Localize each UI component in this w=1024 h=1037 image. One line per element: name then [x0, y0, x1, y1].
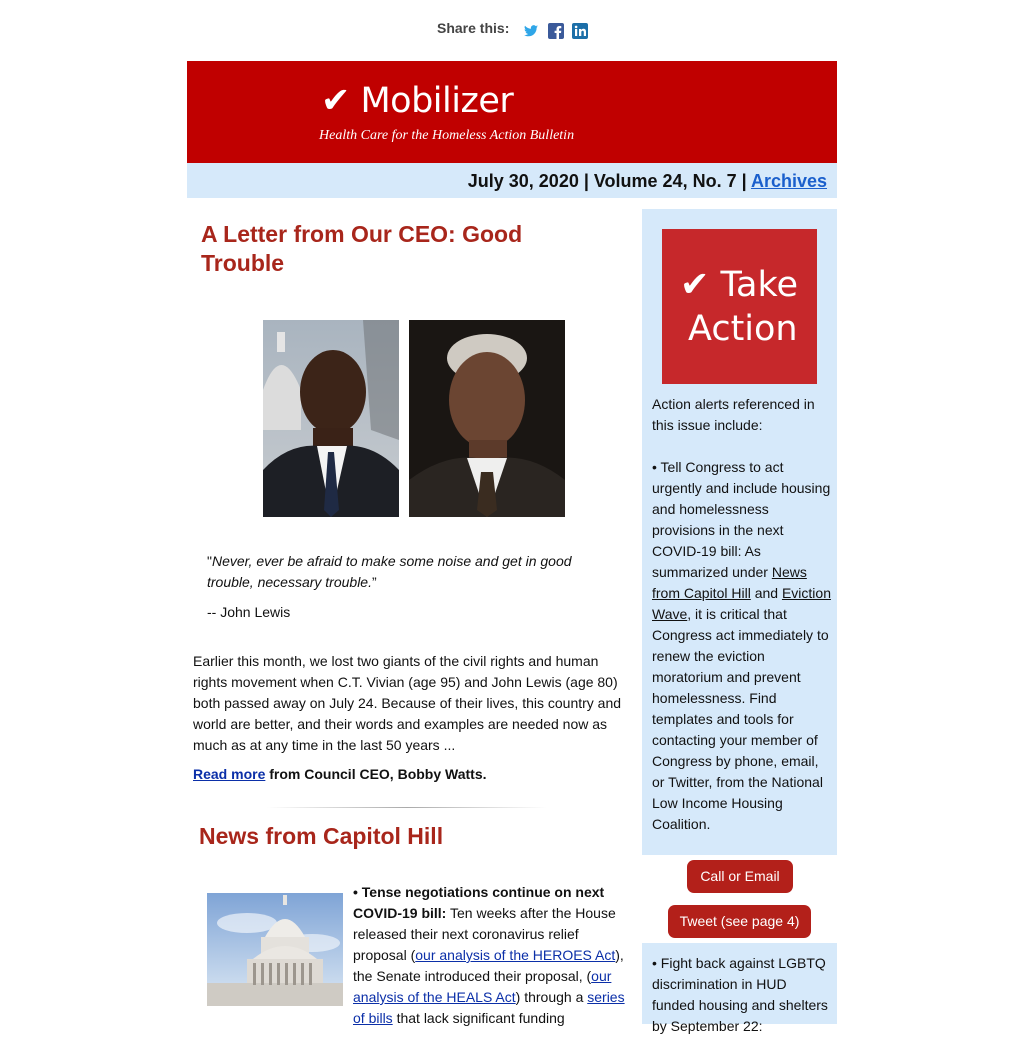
issue-info: [468, 171, 827, 192]
news-item-covid: [353, 882, 629, 1029]
news-text-part: Ten weeks after the House released their next coronavirus relief proposal (: [353, 905, 616, 963]
dateline-bar: [187, 163, 837, 198]
lewis-quote: [207, 551, 617, 593]
read-more-tail: from Council CEO, Bobby Watts.: [265, 766, 487, 782]
news-text-part: that lack significant funding: [392, 1010, 565, 1026]
alert-text-part: and: [750, 585, 782, 601]
call-or-email-button[interactable]: Call or Email: [687, 860, 793, 893]
news-capitol-hill-link[interactable]: News from Capitol Hill: [652, 564, 807, 601]
alert-text-part: , it is critical that Congress act immediately to renew the eviction moratorium and prevent homelessness. Find templates and tools for contacting your member of Congress by phone, email, or Twitter, from the National Low Income Housing Coalition.: [652, 606, 829, 832]
take-action-graphic: [662, 229, 817, 384]
quote-text: Never, ever be afraid to make some noise and get in good trouble, necessary trouble.: [207, 553, 572, 590]
quote-open-mark: ": [207, 553, 212, 569]
capitol-photo: [207, 893, 343, 1006]
facebook-icon[interactable]: [548, 23, 564, 39]
linkedin-icon[interactable]: [572, 23, 588, 39]
john-lewis-photo: [263, 320, 399, 517]
take-action-line-2: Action: [688, 309, 798, 349]
read-more-link[interactable]: Read more: [193, 766, 266, 782]
twitter-icon[interactable]: [523, 23, 539, 39]
action-alerts-text: [652, 394, 832, 835]
series-of-bills-link[interactable]: series of bills: [353, 989, 625, 1026]
heroes-act-link[interactable]: our analysis of the HEROES Act: [415, 947, 616, 963]
quote-attribution: -- John Lewis: [207, 604, 291, 620]
take-action-line-1: ✔ Take: [680, 265, 799, 305]
section-divider: [267, 807, 547, 808]
ct-vivian-photo: [409, 320, 565, 517]
news-item-lead: • Tense negotiations continue on next COVID-19 bill:: [353, 884, 605, 921]
read-more-line: [193, 766, 487, 782]
issue-date-volume: July 30, 2020 | Volume 24, No. 7 |: [467, 171, 751, 191]
tweet-button[interactable]: Tweet (see page 4): [668, 905, 811, 938]
archives-link[interactable]: Archives: [750, 171, 827, 191]
action-alerts-intro: Action alerts referenced in this issue include:: [652, 396, 815, 433]
share-label: Share this:: [437, 20, 510, 36]
action-sidebar: [642, 209, 837, 855]
mobilizer-logo: ✔ Mobilizer: [321, 81, 514, 121]
letter-heading: A Letter from Our CEO: Good Trouble: [201, 221, 523, 276]
heals-act-link[interactable]: our analysis of the HEALS Act: [353, 968, 612, 1005]
news-heading: News from Capitol Hill: [199, 823, 444, 849]
share-bar: [0, 18, 1024, 42]
letter-body: Earlier this month, we lost two giants of the civil rights and human rights movement when C.T. Vivian (age 95) and John Lewis (age 80) both passed away on July 24. Because of their lives, this country and world are better, and their words and examples are needed now as much as at any time in the last 50 years ...: [193, 653, 622, 753]
news-text-part: ), the Senate introduced their proposal, (: [353, 947, 624, 984]
news-text-part: ) through a: [515, 989, 588, 1005]
banner-subtitle: Health Care for the Homeless Action Bulletin: [319, 128, 575, 143]
action-sidebar-2: [642, 943, 837, 1034]
header-banner: [187, 61, 837, 163]
lgbtq-alert-text: • Fight back against LGBTQ discrimination in HUD funded housing and shelters by September 22:: [652, 955, 828, 1034]
eviction-wave-link[interactable]: Eviction Wave: [652, 585, 831, 622]
quote-close-mark: ”: [371, 574, 377, 590]
alert-text-part: • Tell Congress to act urgently and include housing and homelessness provisions in the next COVID-19 bill: As summarized under: [652, 459, 831, 580]
